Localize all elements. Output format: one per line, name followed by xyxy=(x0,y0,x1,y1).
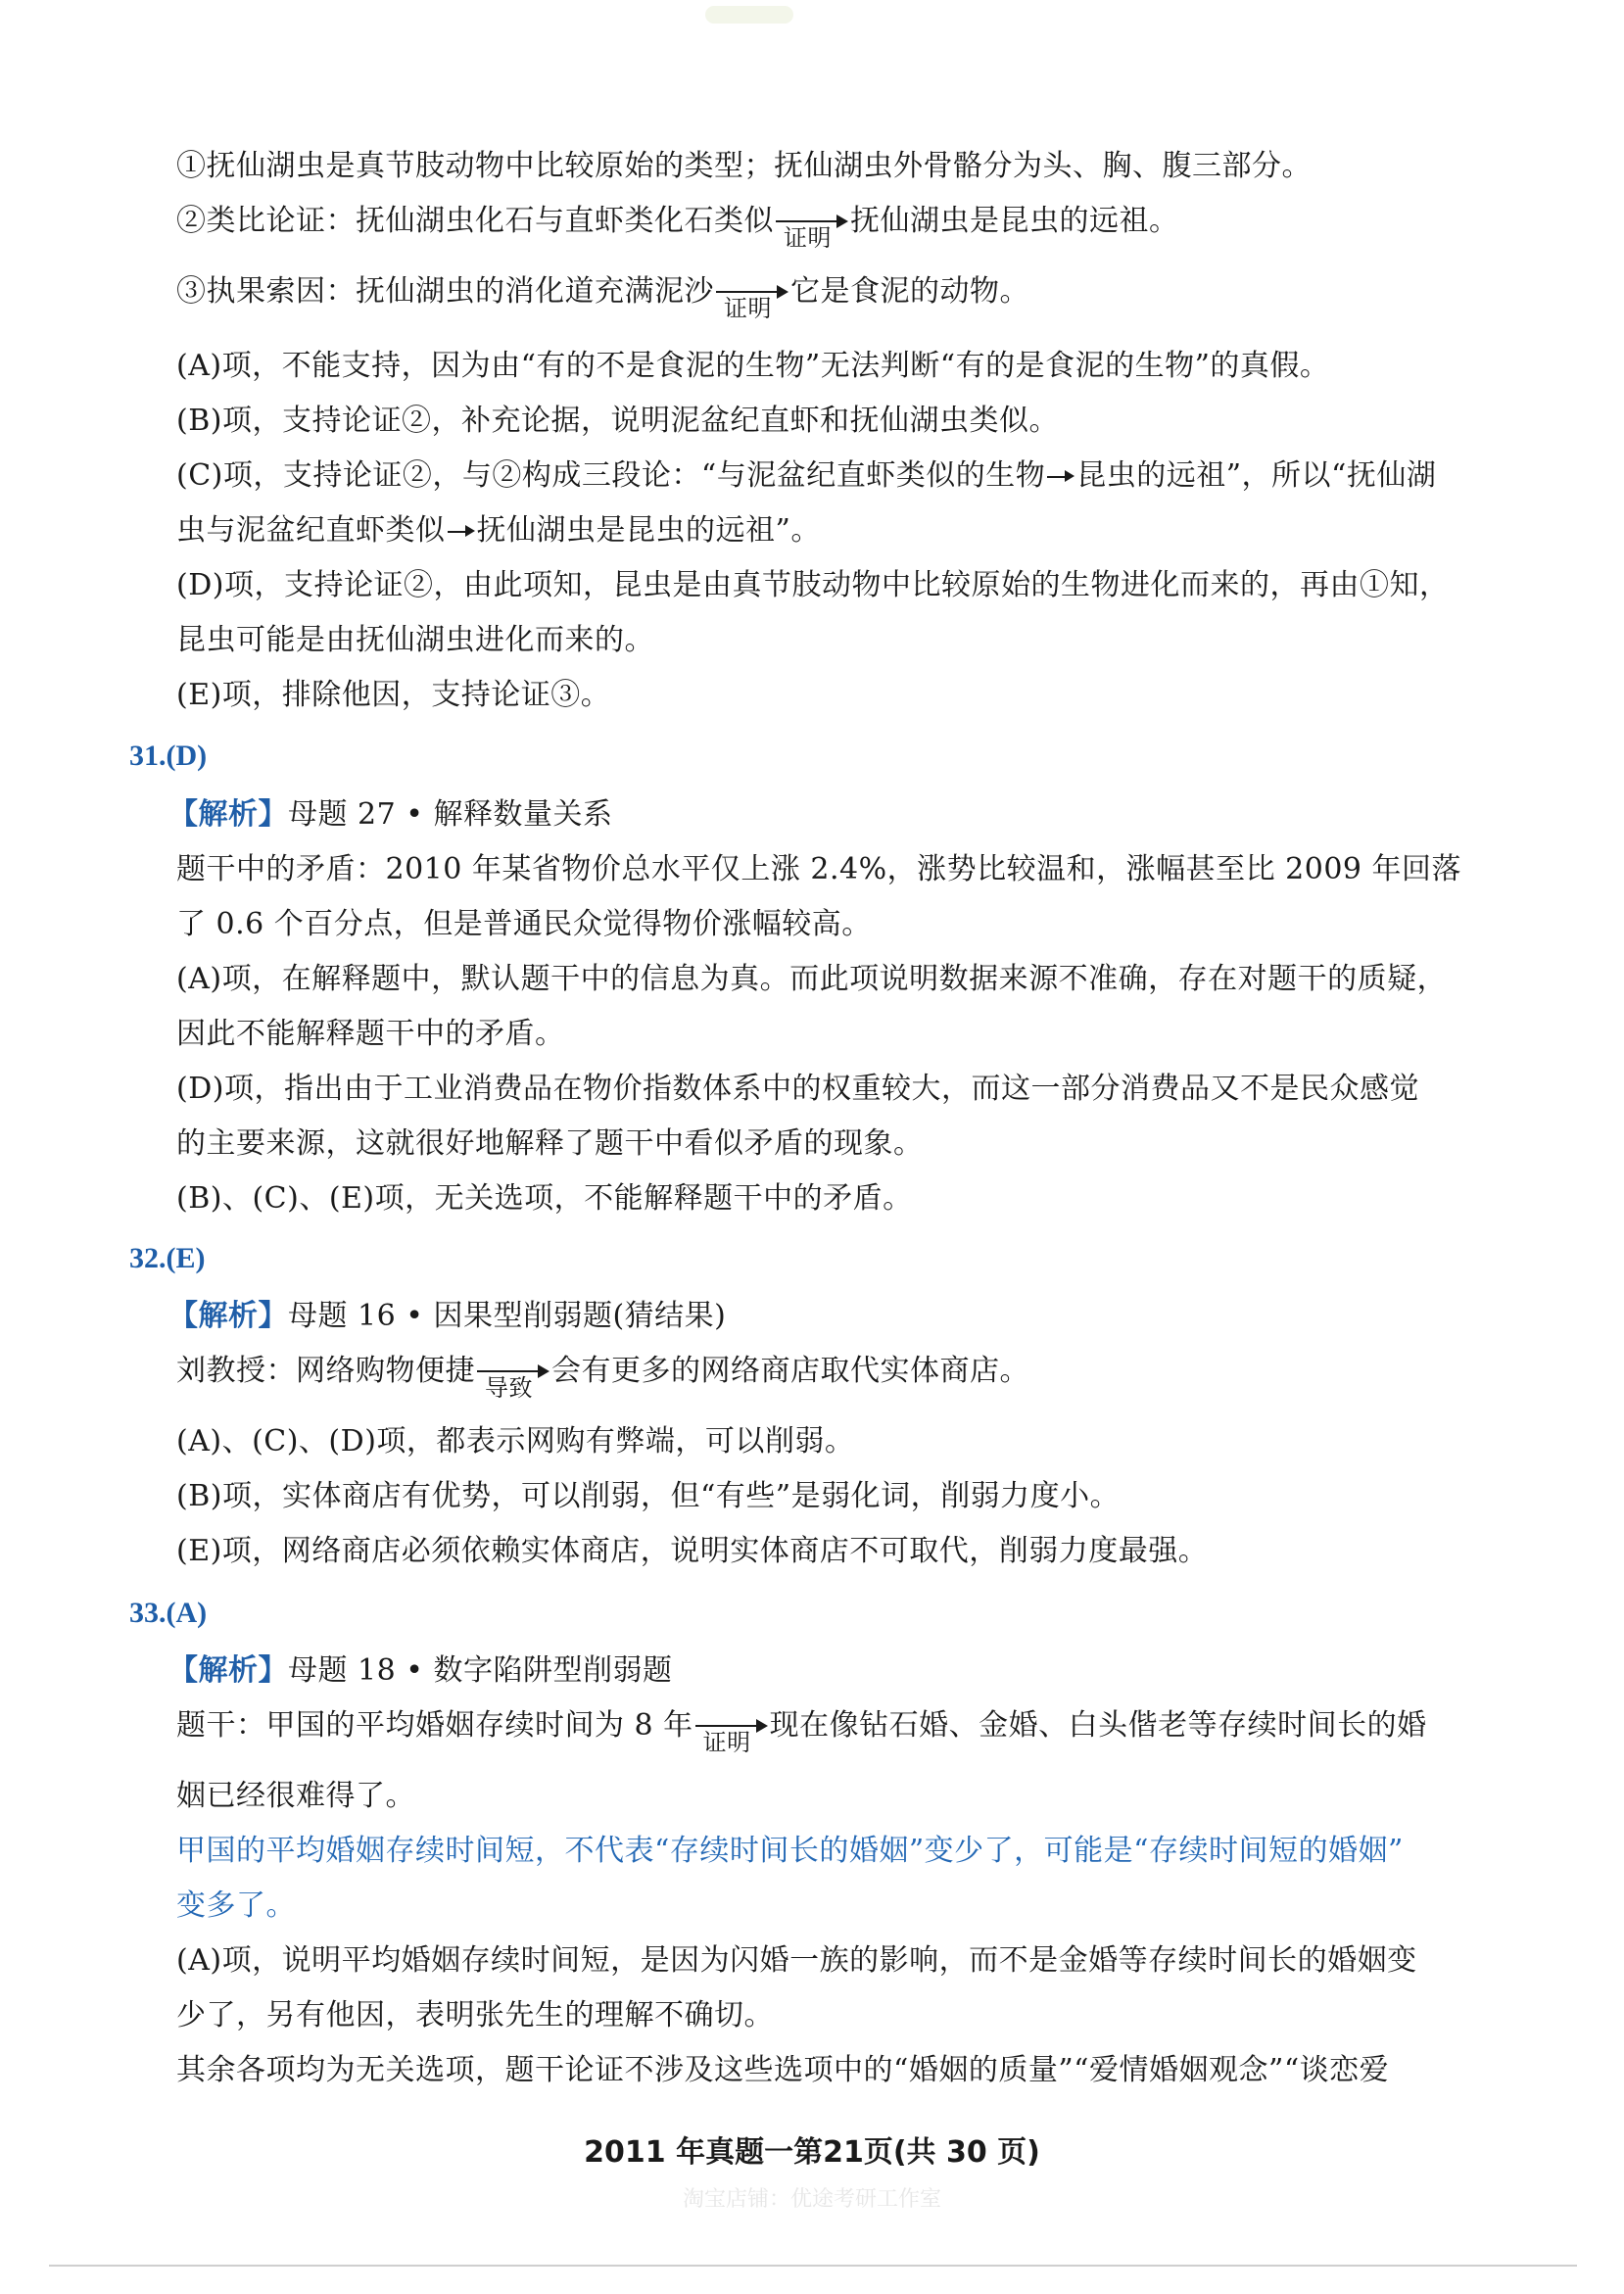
text-span: 会有更多的网络商店取代实体商店。 xyxy=(551,1354,1029,1388)
text-line: 题干中的矛盾：2010 年某省物价总水平仅上涨 2.4%，涨势比较温和，涨幅甚至比 2009 年回落 xyxy=(176,852,1462,886)
answer-text: (E) xyxy=(166,1242,206,1274)
jiexi-header xyxy=(168,1651,672,1691)
question-number xyxy=(129,740,207,773)
text-line xyxy=(176,1706,1427,1756)
bracket-icon: 【 xyxy=(168,1299,199,1333)
text-span: 刘教授：网络购物便捷 xyxy=(176,1354,475,1388)
text-line xyxy=(176,456,1436,496)
topic-text: 母题 27 • 解释数量关系 xyxy=(288,797,613,832)
answer-text: (A) xyxy=(166,1597,208,1629)
topic-text: 母题 18 • 数字陷阱型削弱题 xyxy=(288,1653,673,1688)
question-number xyxy=(129,1242,206,1275)
bracket-icon: 】 xyxy=(258,1299,288,1333)
watermark: 淘宝店铺：优途考研工作室 xyxy=(682,2187,941,2212)
text-span: 抚仙湖虫是昆虫的远祖。 xyxy=(850,204,1179,238)
prove-arrow-icon xyxy=(716,272,788,322)
arrow-label: 证明 xyxy=(724,295,772,322)
bracket-icon: 【 xyxy=(168,797,199,832)
text-line xyxy=(176,511,821,550)
arrow-label: 证明 xyxy=(784,224,832,252)
jiexi-label: 解析 xyxy=(198,797,259,832)
page-footer: 2011 年真题一第21页(共 30 页) xyxy=(584,2135,1040,2170)
text-line: (E)项，排除他因，支持论证③。 xyxy=(176,678,611,712)
text-span: 昆虫的远祖”，所以“抚仙湖 xyxy=(1076,458,1437,493)
text-span: ②类比论证：抚仙湖虫化石与直虾类化石类似 xyxy=(176,204,774,238)
arrow-icon xyxy=(1047,456,1075,496)
arrow-label: 导致 xyxy=(485,1374,533,1402)
text-line: 姻已经很难得了。 xyxy=(176,1779,415,1813)
question-num-text: 31. xyxy=(129,740,167,772)
bracket-icon: 【 xyxy=(168,1653,199,1688)
text-line xyxy=(176,202,1179,252)
text-line: 因此不能解释题干中的矛盾。 xyxy=(176,1017,565,1051)
question-number xyxy=(129,1597,207,1630)
text-span: 虫与泥盆纪直虾类似 xyxy=(176,513,446,548)
text-line: (A)、(C)、(D)项，都表示网购有弊端，可以削弱。 xyxy=(176,1424,855,1458)
divider xyxy=(49,2265,1577,2267)
highlight-line: 变多了。 xyxy=(176,1888,296,1923)
text-line: ①抚仙湖虫是真节肢动物中比较原始的类型；抚仙湖虫外骨骼分为头、胸、腹三部分。 xyxy=(176,149,1312,183)
prove-arrow-icon xyxy=(776,202,848,252)
jiexi-header xyxy=(168,795,612,835)
jiexi-label: 解析 xyxy=(198,1653,259,1688)
bracket-icon: 】 xyxy=(258,1653,288,1688)
bracket-icon: 】 xyxy=(258,797,288,832)
text-span: 抚仙湖虫是昆虫的远祖”。 xyxy=(476,513,821,548)
topic-text: 母题 16 • 因果型削弱题(猜结果) xyxy=(288,1299,727,1333)
text-line: (A)项，在解释题中，默认题干中的信息为真。而此项说明数据来源不准确，存在对题干的质疑， xyxy=(176,962,1448,996)
text-line: 少了，另有他因，表明张先生的理解不确切。 xyxy=(176,1998,774,2032)
highlight-line: 甲国的平均婚姻存续时间短，不代表“存续时间长的婚姻”变少了，可能是“存续时间短的婚姻” xyxy=(176,1834,1404,1868)
arrow-icon xyxy=(448,511,475,550)
text-span: 题干：甲国的平均婚姻存续时间为 8 年 xyxy=(176,1708,693,1743)
question-num-text: 32. xyxy=(129,1242,167,1274)
text-span: 它是食泥的动物。 xyxy=(790,274,1029,309)
question-num-text: 33. xyxy=(129,1597,167,1629)
jiexi-label: 解析 xyxy=(198,1299,259,1333)
text-span: ③执果索因：抚仙湖虫的消化道充满泥沙 xyxy=(176,274,714,309)
text-line: (B)项，支持论证②，补充论据，说明泥盆纪直虾和抚仙湖虫类似。 xyxy=(176,404,1059,438)
text-line: (A)项，说明平均婚姻存续时间短，是因为闪婚一族的影响，而不是金婚等存续时间长的婚姻变 xyxy=(176,1943,1417,1978)
text-span: (C)项，支持论证②，与②构成三段论：“与泥盆纪直虾类似的生物 xyxy=(176,458,1046,493)
text-line: (D)项，指出由于工业消费品在物价指数体系中的权重较大，而这一部分消费品又不是民众感觉 xyxy=(176,1072,1419,1106)
text-line: 了 0.6 个百分点，但是普通民众觉得物价涨幅较高。 xyxy=(176,907,872,941)
scan-artifact xyxy=(705,6,793,24)
cause-arrow-icon xyxy=(477,1352,549,1402)
text-line: 的主要来源，这就很好地解释了题干中看似矛盾的现象。 xyxy=(176,1126,924,1161)
text-line xyxy=(176,272,1029,322)
text-line: (D)项，支持论证②，由此项知，昆虫是由真节肢动物中比较原始的生物进化而来的，再由①知， xyxy=(176,568,1450,602)
text-span: 现在像钻石婚、金婚、白头偕老等存续时间长的婚 xyxy=(769,1708,1427,1743)
prove-arrow-icon xyxy=(695,1706,768,1756)
text-line: (A)项，不能支持，因为由“有的不是食泥的生物”无法判断“有的是食泥的生物”的真假。 xyxy=(176,349,1330,383)
jiexi-header xyxy=(168,1297,726,1336)
answer-text: (D) xyxy=(166,740,208,772)
text-line: (B)项，实体商店有优势，可以削弱，但“有些”是弱化词，削弱力度小。 xyxy=(176,1479,1121,1513)
text-line: (B)、(C)、(E)项，无关选项，不能解释题干中的矛盾。 xyxy=(176,1181,913,1216)
text-line xyxy=(176,1352,1029,1402)
arrow-label: 证明 xyxy=(702,1729,751,1756)
text-line: 其余各项均为无关选项，题干论证不涉及这些选项中的“婚姻的质量”“爱情婚姻观念”“谈恋爱 xyxy=(176,2053,1390,2087)
text-line: (E)项，网络商店必须依赖实体商店，说明实体商店不可取代，削弱力度最强。 xyxy=(176,1534,1209,1568)
text-line: 昆虫可能是由抚仙湖虫进化而来的。 xyxy=(176,623,654,657)
